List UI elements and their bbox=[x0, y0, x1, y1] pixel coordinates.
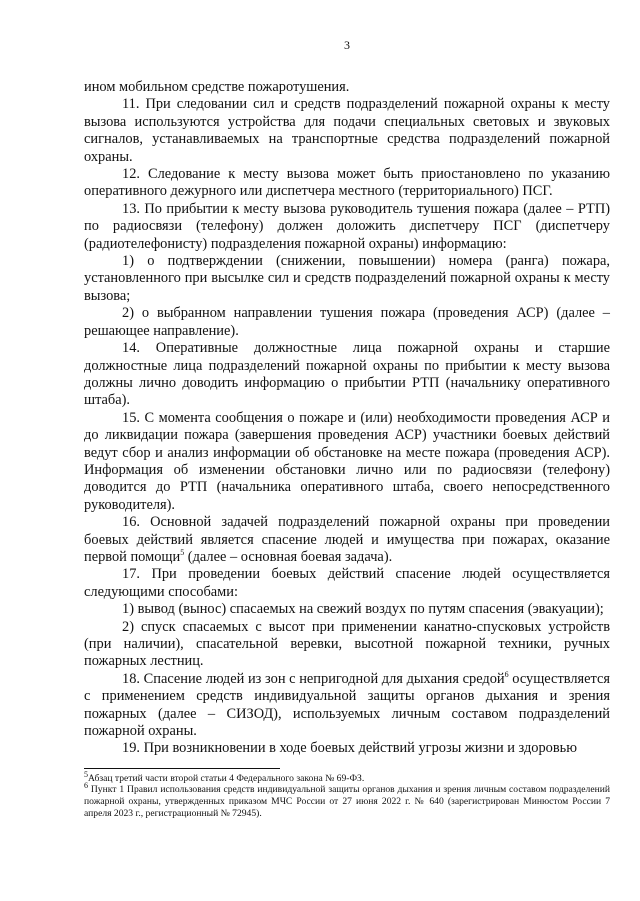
footnotes bbox=[84, 769, 610, 819]
paragraph-19: 19. При возникновении в ходе боевых действий угрозы жизни и здоровью bbox=[122, 740, 577, 757]
footnote-6-mark: 6 bbox=[84, 781, 88, 791]
paragraph-17-item-1: 1) вывод (вынос) спасаемых на свежий воздух по путям спасения (эвакуации); bbox=[122, 601, 604, 618]
footnote-5 bbox=[84, 769, 610, 785]
paragraph-continuation: ином мобильном средстве пожаротушения. bbox=[84, 79, 350, 95]
footnote-ref-6[interactable]: 6 bbox=[504, 670, 509, 680]
paragraph-13-item-1: 1) о подтверждении (снижении, повышении) номера (ранга) пожара, установленного при высылке сил и средств подразделений пожарной охраны к месту вызова; bbox=[84, 253, 610, 304]
paragraph-15: 15. С момента сообщения о пожаре и (или) необходимости проведения АСР и до ликвидации пожара (завершения проведения АСР) участники боевых действий ведут сбор и анализ информации об обстановке на месте пожара (проведения АСР). Информация об изменении обстановки лично или по радиосвязи (телефону) доводится до РТП (начальника оперативного штаба, своего непосредственного руководителя). bbox=[84, 409, 610, 513]
footnote-6-text: Пункт 1 Правил использования средств индивидуальной защиты органов дыхания и зрения личным составом подразделений пожарной охраны, утвержденных приказом МЧС России от 27 июня 2022 г. № 640 (зарегистрирован Минюстом России 7 апреля 2023 г., регистрационный № 72945). bbox=[84, 784, 610, 819]
page-number: 3 bbox=[344, 38, 350, 52]
footnote-ref-5[interactable]: 5 bbox=[180, 548, 185, 558]
footnote-5-mark: 5 bbox=[84, 769, 88, 779]
paragraph-17: 17. При проведении боевых действий спасение людей осуществляется следующими способами: bbox=[84, 566, 610, 600]
paragraph-18 bbox=[84, 671, 610, 741]
paragraph-11: 11. При следовании сил и средств подразделений пожарной охраны к месту вызова используются устройства для подачи специальных световых и звуковых сигналов, устанавливаемых на транспортные средства подразделений пожарной охраны. bbox=[84, 96, 610, 165]
paragraph-16 bbox=[84, 514, 610, 566]
paragraph-12: 12. Следование к месту вызова может быть приостановлено по указанию оперативного дежурного или диспетчера местного (территориального) ПСГ. bbox=[84, 166, 610, 200]
paragraph-18-tail: осуществляется с применением средств индивидуальной защиты органов дыхания и зрения пожарных (далее – СИЗОД), используемых личным составом подразделений пожарной охраны. bbox=[84, 670, 610, 740]
paragraph-13: 13. По прибытии к месту вызова руководитель тушения пожара (далее – РТП) по радиосвязи (телефону) должен доложить диспетчеру ПСГ (диспетчеру (радиотелефонисту) подразделения пожарной охраны) информацию: bbox=[84, 200, 610, 252]
footnote-6 bbox=[84, 781, 610, 819]
paragraph-13-item-2: 2) о выбранном направлении тушения пожара (проведения АСР) (далее – решающее направление). bbox=[84, 305, 610, 339]
paragraph-14: 14. Оперативные должностные лица пожарной охраны и старшие должностные лица подразделений пожарной охраны по прибытии к месту вызова должны лично доводить информацию о прибытии РТП (начальнику оперативного штаба). bbox=[84, 340, 610, 409]
document-body bbox=[84, 79, 610, 758]
paragraph-17-item-2: 2) спуск спасаемых с высот при применении канатно-спусковых устройств (при наличии), спасательной веревки, высотной пожарной техники, ручных пожарных лестниц. bbox=[84, 618, 610, 670]
footnote-5-text: Абзац третий части второй статьи 4 Федерального закона № 69-ФЗ. bbox=[88, 772, 365, 784]
paragraph-16-text: 16. Основной задачей подразделений пожарной охраны при проведении боевых действий является спасение людей и имущества при пожарах, оказание первой помощи bbox=[84, 514, 610, 565]
footnote-divider bbox=[84, 768, 280, 769]
paragraph-18-text: 18. Спасение людей из зон с непригодной для дыхания средой bbox=[122, 670, 505, 687]
paragraph-16-tail: (далее – основная боевая задача). bbox=[184, 548, 393, 565]
